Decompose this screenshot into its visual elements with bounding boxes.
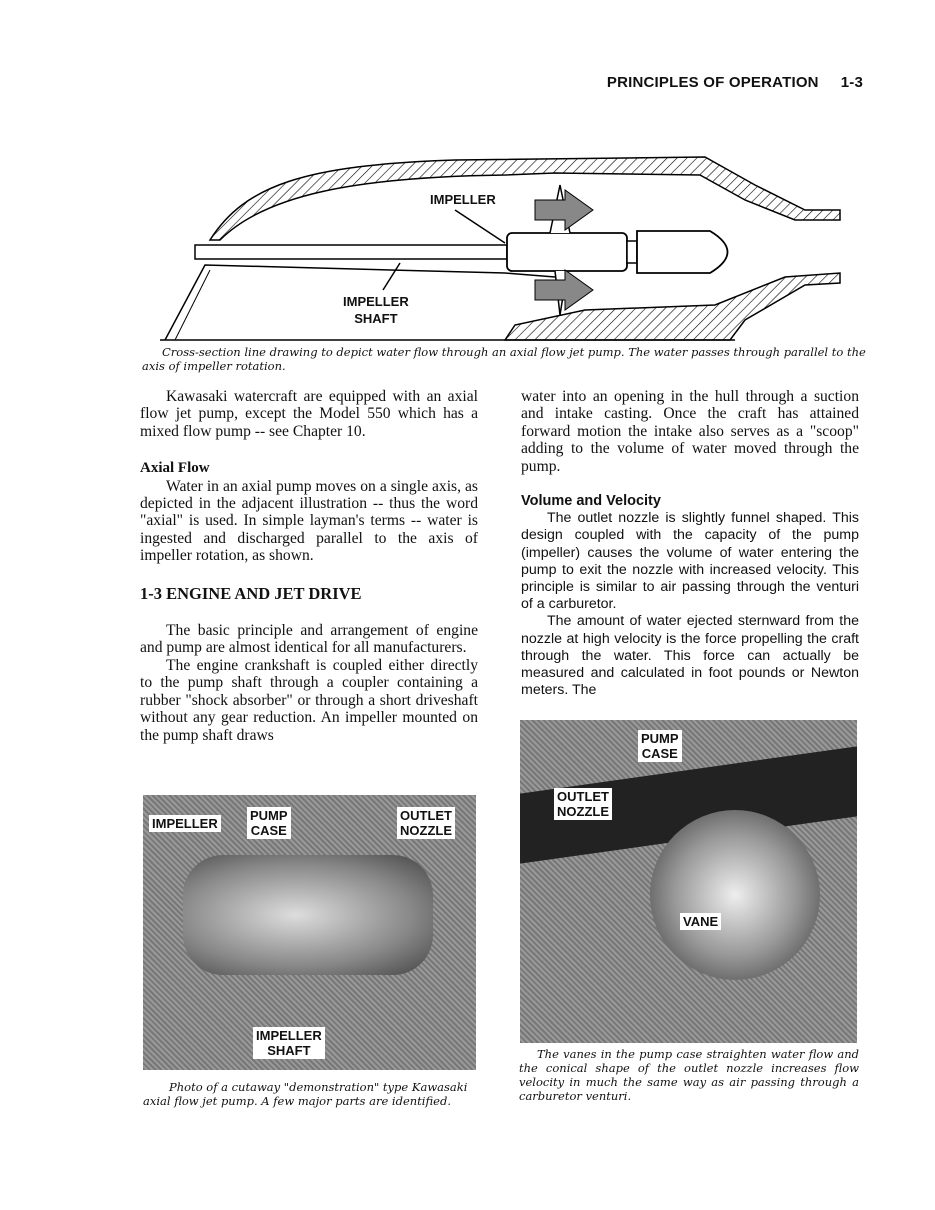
section-title: PRINCIPLES OF OPERATION (606, 74, 819, 91)
volume-paragraph-2: The amount of water ejected sternward from the nozzle at high velocity is the force propelling the craft through the water. This force can actually be measured and calculated in foot pounds or Newton meters. The (521, 613, 859, 699)
volume-velocity-heading: Volume and Velocity (521, 493, 661, 510)
engine-paragraph-2: The engine crankshaft is coupled either directly to the pump shaft through a coupler containing a rubber "shock absorber" or through a short driveshaft without any gear reduction. An impeller mounted on the pump shaft draws (140, 656, 478, 744)
engine-paragraph-1: The basic principle and arrangement of engine and pump are almost identical for all manufacturers. (140, 622, 478, 657)
jet-pump-cross-section-diagram (155, 145, 845, 345)
page-number: 1-3 (840, 74, 863, 91)
pump-body-shape (183, 855, 433, 975)
impeller-label: IMPELLER (149, 815, 221, 832)
impeller-shaft-label-line1: IMPELLER (343, 294, 409, 309)
diagram-caption: Cross-section line drawing to depict water flow through an axial flow jet pump. The water passes through parallel to the axis of impeller rotation. (142, 345, 866, 373)
impeller-shaft-label (343, 293, 409, 327)
impeller-shaft-label-line2: SHAFT (354, 311, 398, 326)
right-photo-caption: The vanes in the pump case straighten water flow and the conical shape of the outlet nozzle increases flow velocity in much the same way as air passing through a carburetor venturi. (519, 1047, 859, 1103)
pump-vanes-photo (520, 720, 857, 1043)
volume-paragraph-1: The outlet nozzle is slightly funnel shaped. This design coupled with the capacity of the pump (impeller) causes the volume of water entering the pump to exit the nozzle with increased velocity. This principle is similar to air passing through the venturi of a carburetor. (521, 510, 859, 613)
pump-case-label: PUMP CASE (638, 730, 682, 762)
intro-paragraph: Kawasaki watercraft are equipped with an axial flow jet pump, except the Model 550 which has a mixed flow pump -- see Chapter 10. (140, 388, 478, 440)
axial-flow-paragraph: Water in an axial pump moves on a single axis, as depicted in the adjacent illustration -- thus the word "axial" is used. In simple layman's terms -- water is ingested and discharged parallel to the axis of impeller rotation, as shown. (140, 477, 478, 565)
outlet-nozzle-label: OUTLET NOZZLE (554, 788, 612, 820)
impeller-shaft-label: IMPELLER SHAFT (253, 1027, 325, 1059)
left-photo-caption: Photo of a cutaway "demonstration" type Kawasaki axial flow jet pump. A few major parts are identified. (143, 1080, 468, 1108)
pump-case-shape (650, 810, 820, 980)
right-column (521, 388, 859, 699)
section-heading: 1-3 ENGINE AND JET DRIVE (140, 583, 362, 603)
pump-case-label: PUMP CASE (247, 807, 291, 839)
continued-paragraph: water into an opening in the hull through a suction and intake casting. Once the craft has attained forward motion the intake also serves as a "scoop" adding to the volume of water moved through the pump. (521, 388, 859, 475)
impeller-label: IMPELLER (430, 192, 496, 207)
cutaway-pump-photo (143, 795, 476, 1070)
outlet-nozzle-label: OUTLET NOZZLE (397, 807, 455, 839)
diagram-drawing (155, 145, 845, 345)
vane-label: VANE (680, 913, 721, 930)
page-header (585, 74, 863, 91)
left-column (140, 388, 478, 744)
axial-flow-heading: Axial Flow (140, 460, 210, 477)
